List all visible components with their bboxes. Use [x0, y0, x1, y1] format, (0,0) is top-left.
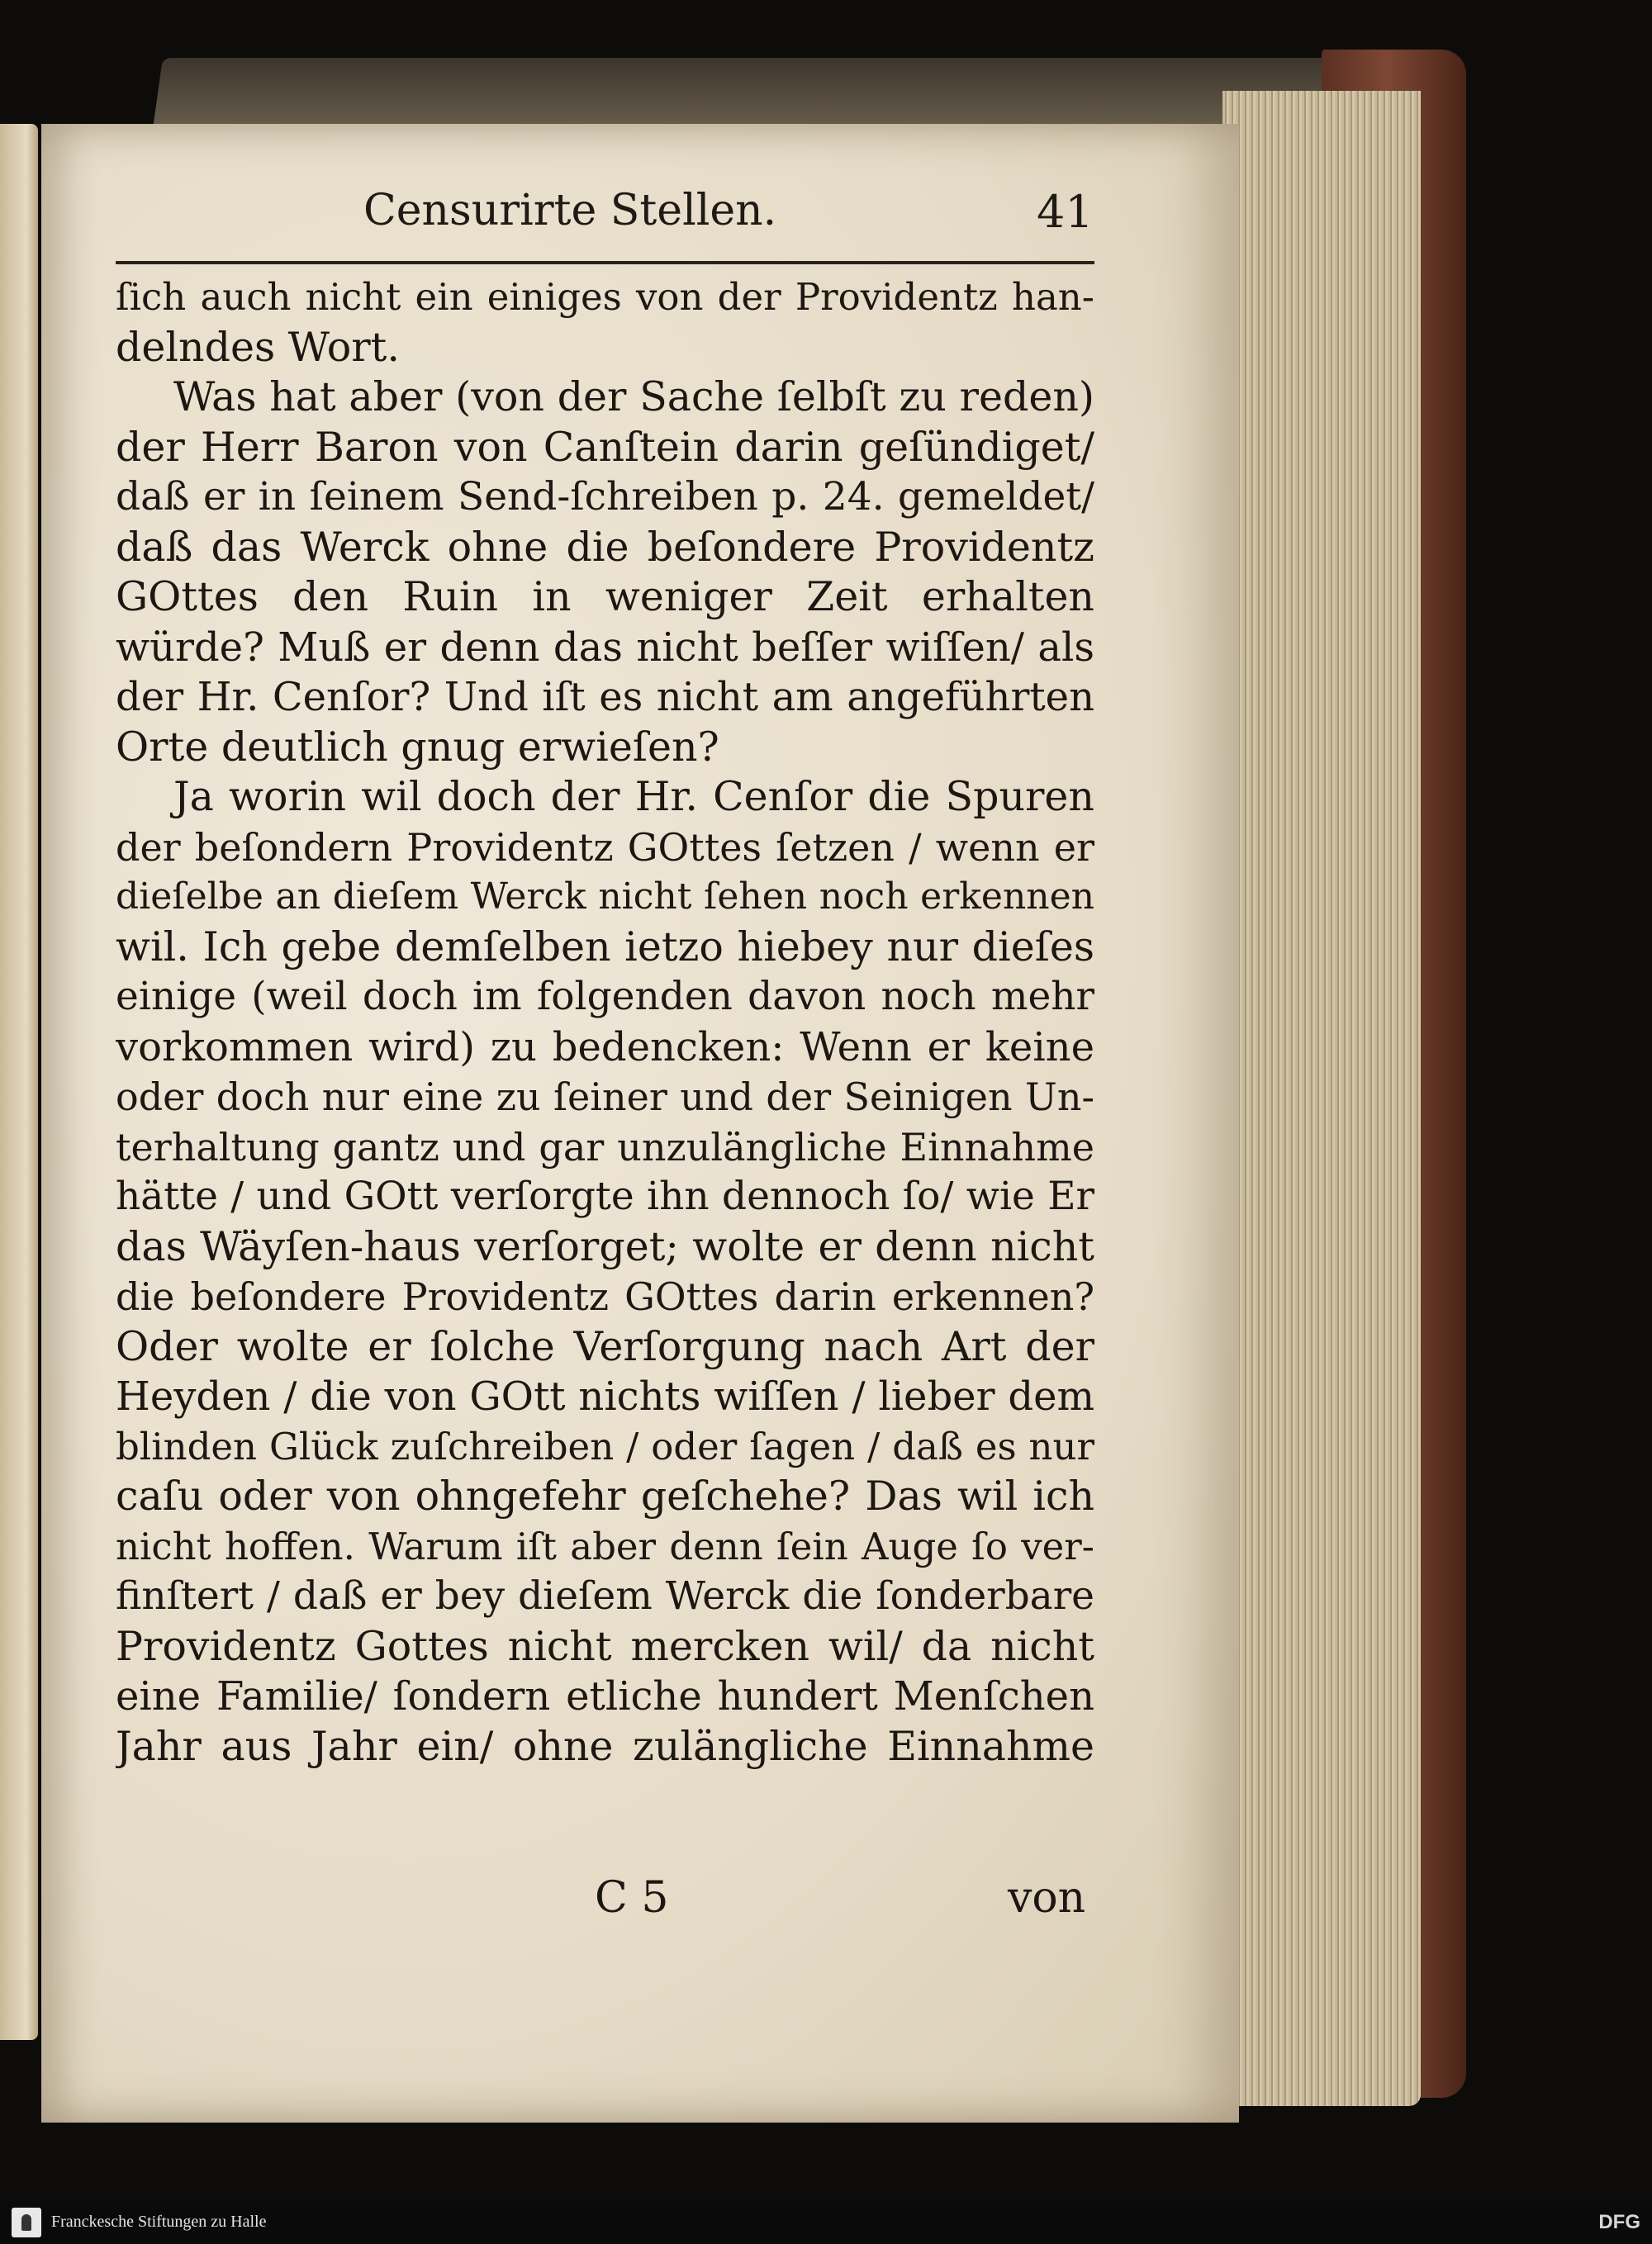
text-line: die beſondere Providentz GOttes darin erkennen?	[116, 1274, 1094, 1319]
page-edges	[1222, 91, 1421, 2106]
text-line: Orte deutlich gnug erwieſen?	[116, 723, 719, 771]
text-line: nicht hoffen. Warum iſt aber denn ſein Auge ſo ver-	[116, 1524, 1094, 1568]
text-line: hätte / und GOtt verſorgte ihn dennoch ſo/ wie Er	[116, 1174, 1094, 1219]
text-line: finſtert / daß er bey dieſem Werck die ſonderbare	[116, 1573, 1094, 1619]
catchword: von	[1008, 1873, 1086, 1923]
text-line: wil. Ich gebe demſelben ietzo hiebey nur dieſes	[116, 923, 1094, 970]
running-head: Censurirte Stellen.	[363, 186, 777, 235]
header-rule	[116, 261, 1094, 264]
text-line: Jahr aus Jahr ein/ ohne zulängliche Einnahme	[116, 1722, 1094, 1770]
dfg-logo: DFG	[1598, 2211, 1640, 2233]
page-number: 41	[1037, 186, 1094, 238]
text-line: blinden Glück zuſchreiben / oder ſagen / daß es nur	[116, 1424, 1094, 1468]
text-line: der Hr. Cenſor? Und iſt es nicht am angeführten	[116, 674, 1094, 720]
text-line: der beſondern Providentz GOttes ſetzen / wenn er	[116, 824, 1094, 870]
text-line: eine Familie/ ſondern etliche hundert Menſchen	[116, 1673, 1094, 1720]
text-line: oder doch nur eine zu ſeiner und der Seinigen Un-	[116, 1075, 1094, 1119]
text-line: das Wäyſen-haus verſorget; wolte er denn nicht	[116, 1222, 1094, 1270]
text-line: Ja worin wil doch der Hr. Cenſor die Spuren	[173, 773, 1094, 820]
institution-logo-icon	[12, 2208, 41, 2237]
text-line: caſu oder von ohngefehr geſchehe? Das wil ich	[116, 1473, 1094, 1520]
body-text	[116, 273, 1094, 1772]
text-line: dieſelbe an dieſem Werck nicht ſehen noch erkennen	[116, 875, 1094, 918]
text-line: der Herr Baron von Canſtein darin geſündiget/	[116, 423, 1094, 471]
viewer-footer	[0, 2201, 1652, 2244]
left-page-edge	[0, 124, 38, 2040]
text-line: terhaltung gantz und gar unzulängliche Einnahme	[116, 1124, 1094, 1169]
text-line: Was hat aber (von der Sache ſelbſt zu reden)	[173, 373, 1094, 420]
text-line: ſich auch nicht ein einiges von der Providentz han-	[116, 275, 1094, 319]
text-line: vorkommen wird) zu bedencken: Wenn er keine	[116, 1023, 1094, 1070]
text-line: daß er in ſeinem Send-ſchreiben p. 24. gemeldet/	[116, 474, 1094, 519]
text-line: Providentz Gottes nicht mercken wil/ da nicht	[116, 1622, 1094, 1670]
text-line: Oder wolte er ſolche Verſorgung nach Art der	[116, 1322, 1094, 1370]
institution-name: Franckesche Stiftungen zu Halle	[51, 2213, 267, 2231]
text-line: würde? Muß er denn das nicht beſſer wiſſen/ als	[116, 624, 1094, 671]
text-line: Heyden / die von GOtt nichts wiſſen / lieber dem	[116, 1373, 1094, 1420]
text-line: daß das Werck ohne die beſondere Providentz	[116, 523, 1094, 571]
text-line: GOttes den Ruin in weniger Zeit erhalten	[116, 573, 1094, 620]
signature-mark: C 5	[595, 1873, 669, 1923]
text-line: delndes Wort.	[116, 323, 400, 371]
text-line: einige (weil doch im folgenden davon noch mehr	[116, 974, 1094, 1019]
